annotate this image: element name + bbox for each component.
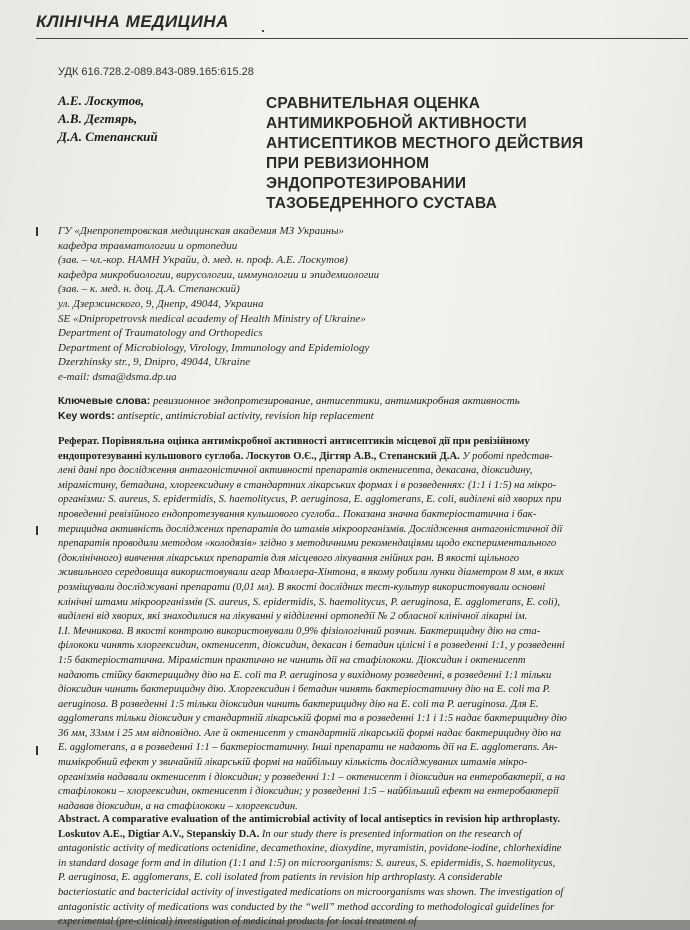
abstract-en-text-start: In our study there is presented information on the research of <box>259 828 522 840</box>
abstract-ua-line: виділені від хворих, які знаходилися на лікуванні у відділенні ортопедії № 2 обласної клінічної лікарні ім. <box>58 611 528 623</box>
abstract-ua-line: терицидна активність досліджених препаратів до штамів мікроорганізмів. Дослідження антагоністичної дії <box>58 523 563 535</box>
abstract-ua-line: aeruginosa. В розведенні 1:5 тільки діоксидин чинить бактерицидну дію на E. coli та P. aeruginosa. Для E. <box>58 698 539 710</box>
abstract-ua-line: проведенні ревізійного ендопротезування кульшового суглоба.. Показана значна бактеріостатична і бак- <box>58 508 537 520</box>
abstract-ukrainian <box>58 435 567 814</box>
margin-mark <box>36 526 38 535</box>
keywords-ru-text: ревизионное эндопротезирование, антисептики, антимикробная активность <box>152 395 520 407</box>
author-list <box>58 92 158 146</box>
abstract-en-authors: Loskutov A.E., Digtiar A.V., Stepanskiy D.A. <box>58 828 260 840</box>
abstract-english <box>58 813 563 930</box>
title-line: ТАЗОБЕДРЕННОГО СУСТАВА <box>266 195 497 212</box>
author-name: А.В. Дегтярь, <box>58 111 138 126</box>
title-line: СРАВНИТЕЛЬНАЯ ОЦЕНКА <box>266 95 481 112</box>
abstract-ua-line: надають стійку бактерицидну дію на E. coli та P. aeruginosa у вихідному розведенні, в розведенні 1:1 тільки <box>58 669 552 681</box>
abstract-ua-line: організми: S. aureus, S. epidermidis, S. haemolityсus, P. aeruginosa, E. agglomerans, E. coli, виділені від хворих при <box>58 494 562 506</box>
abstract-ua-line: розміщували досліджувані препарати (0,01 мл). В якості дослідних тест-культур використовували основні <box>58 581 546 593</box>
abstract-ua-line: лені дані про дослідження антагоністичної активності препаратів октенисепта, декасана, діоксидину, <box>58 465 533 477</box>
abstract-ua-line: препаратів проводили методом «колодязів» згідно з методичними рекомендаціями щодо експериментального <box>58 538 557 550</box>
abstract-en-heading: Abstract. A comparative evaluation of the antimicrobial activity of local antiseptics in revision hip arthroplasty. <box>58 814 561 825</box>
author-name: Д.А. Степанский <box>58 129 158 144</box>
affiliation-line: ул. Дзержинского, 9, Днепр, 49044, Украина <box>58 297 264 310</box>
abstract-en-line: P. aeruginosa, E. agglomerans, E. coli isolated from patients in revision hip arthroplasty. A considerable <box>58 872 503 884</box>
title-line: ПРИ РЕВИЗИОННОМ <box>266 155 430 172</box>
abstract-ua-line: стафілококи – хлоргексидин, октенисепт і діоксидин; у розведенні 1:5 – найбільший ефект на ентеробактерії <box>58 786 559 798</box>
title-line: ЭНДОПРОТЕЗИРОВАНИИ <box>266 175 467 192</box>
keywords-en-label: Key words: <box>58 409 115 422</box>
keywords-en-text: antiseptic, antimicrobial activity, revision hip replacement <box>117 409 374 422</box>
abstract-en-line: antagonistic activity of medications octenidine, decamethoxine, dioxydine, myramistin, povidone-iodine, chlorhexidine <box>58 843 562 855</box>
abstract-ua-heading-cont: ендопротезуванні кульшового суглоба. Лоскутов О.Є., Дігтяр А.В., Степанский Д.А. <box>58 450 460 462</box>
affiliation-line: Dzerzhinsky str., 9, Dnipro, 49044, Ukraine <box>58 356 251 369</box>
margin-mark <box>36 746 38 755</box>
abstract-ua-line: І.І. Мечникова. В якості контролю використовували 0,9% фізіологічний розчин. Бактерицидну дію на ста- <box>58 625 541 637</box>
keywords-block <box>58 394 520 423</box>
affiliation-line: (зав. – чл.-кор. НАМН Украйи, д. мед. н. проф. А.Е. Лоскутов) <box>58 254 348 267</box>
abstract-en-line: antagonistic activity of medications was conducted by the “well” method according to methodological guidelines for <box>58 901 555 913</box>
abstract-en-authors-line <box>58 828 563 843</box>
article-title <box>266 94 583 214</box>
affiliation-line: кафедра травматологии и ортопедии <box>58 239 238 252</box>
abstract-en-line: bacteriostatic and bactericidal activity of investigated medications on microorganisms was shown. The investigation of <box>58 886 564 898</box>
affiliation-line: Department of Traumatology and Orthopedics <box>58 327 263 340</box>
abstract-ua-line: 36 мм, 33мм і 25 мм відповідно. Але й октенисепт у стандартній лікарській формі надає бактерицидну дію на <box>58 727 562 739</box>
keywords-en <box>58 409 520 424</box>
affiliation-line: ГУ «Днепропетровская медицинская академия МЗ Украины» <box>58 225 345 237</box>
affiliation-line: (зав. – к. мед. н. доц. Д.А. Степанский) <box>58 283 240 296</box>
header-divider <box>36 38 688 39</box>
affiliation-line: SE «Dnipropetrovsk medical academy of Health Ministry of Ukraine» <box>58 312 366 325</box>
abstract-ua-line: діоксидин чинить бактерицидну дію. Хлоргексидин і бетадин чинять бактеріостатичну дію на E. coli та P. <box>58 684 551 696</box>
keywords-ru <box>58 394 520 409</box>
affiliations <box>58 224 379 385</box>
email-line: e-mail: dsma@dsma.dp.ua <box>58 370 177 383</box>
affiliation-line: Department of Microbiology, Virology, Immunology and Epidemiology <box>58 341 370 354</box>
abstract-ua-line: організмів надавали октенисепт і діоксидин; у розведенні 1:1 – октенисепт і діоксидин на ентеробактерії, а на <box>58 771 566 783</box>
abstract-ua-line: клінічні штами мікроорганізмів (S. aureus, S. epidermidis, S. haemolitycus, P. aeruginosa, E. agglomerans, E. coli), <box>58 596 561 608</box>
margin-mark <box>36 227 38 236</box>
abstract-en-line: experimental (pre-clinical) investigation of medicinal products for local treatment of <box>58 916 417 928</box>
title-line: АНТИМИКРОБНОЙ АКТИВНОСТИ <box>266 115 527 132</box>
abstract-ua-line: agglomerans тільки діоксидин у стандартній лікарській формі та в розведенні 1:1 і 1:5 надає бактерицидну дію <box>58 713 567 725</box>
udc-code: УДК 616.728.2-089.843-089.165:615.28 <box>58 66 254 78</box>
abstract-ua-text-start: У роботі представ- <box>459 450 553 462</box>
journal-section-header: КЛІНІЧНА МЕДИЦИНА <box>36 12 229 31</box>
abstract-ua-line: філококи чинять хлоргексидин, октенисепт, діоксидин, декасан і бетадин цілісні і в розведенні 1:1, у розведенні <box>58 640 565 652</box>
abstract-ua-heading-line2 <box>58 450 567 465</box>
abstract-ua-heading: Реферат. Порівняльна оцінка антимікробної активності антисептиків місцевої дії при ревізійному <box>58 436 530 447</box>
affiliation-line: кафедра микробиологии, вирусологии, иммунологии и эпидемиологии <box>58 268 380 281</box>
abstract-ua-line: (доклінічного) вивчення лікарських препаратів для місцевого лікування гнійних ран. В якості щільного <box>58 552 520 564</box>
abstract-en-line: in standard dosage form and in dilution (1:1 and 1:5) on microorganisms: S. aureus, S. epidermidis, S. haemolitycus, <box>58 857 556 869</box>
title-line: АНТИСЕПТИКОВ МЕСТНОГО ДЕЙСТВИЯ <box>266 135 584 152</box>
keywords-ru-label: Ключевые слова: <box>58 395 151 407</box>
author-name: А.Е. Лоскутов, <box>58 93 145 108</box>
abstract-ua-line: тимікробний ефект у звичайній лікарській формі на найбільшу кількість досліджуваних штамів мікро- <box>58 757 528 769</box>
abstract-ua-line: живильного середовища використовували агар Мюллера-Хінтона, в якому робили лунки діаметром 8 мм, в яких <box>58 567 564 579</box>
abstract-ua-line: E. agglomerans, а в розведенні 1:1 – бактеріостатичну. Інші препарати не надають дії на E. agglomerans. Ан- <box>58 742 558 754</box>
abstract-ua-line: мірамістину, бетадина, хлоргексидину в стандартних лікарських формах і в розведеннях: (1:1 і 1:5) на мікро- <box>58 479 557 491</box>
abstract-ua-line: надавав діоксидин, а на стафілококи – хлоргексидин. <box>58 800 298 812</box>
header-dot <box>262 30 264 32</box>
abstract-ua-line: 1:5 бактеріостатична. Мірамістин практично не чинить дії на стафілококи. Діоксидин і октенисепт <box>58 654 526 666</box>
